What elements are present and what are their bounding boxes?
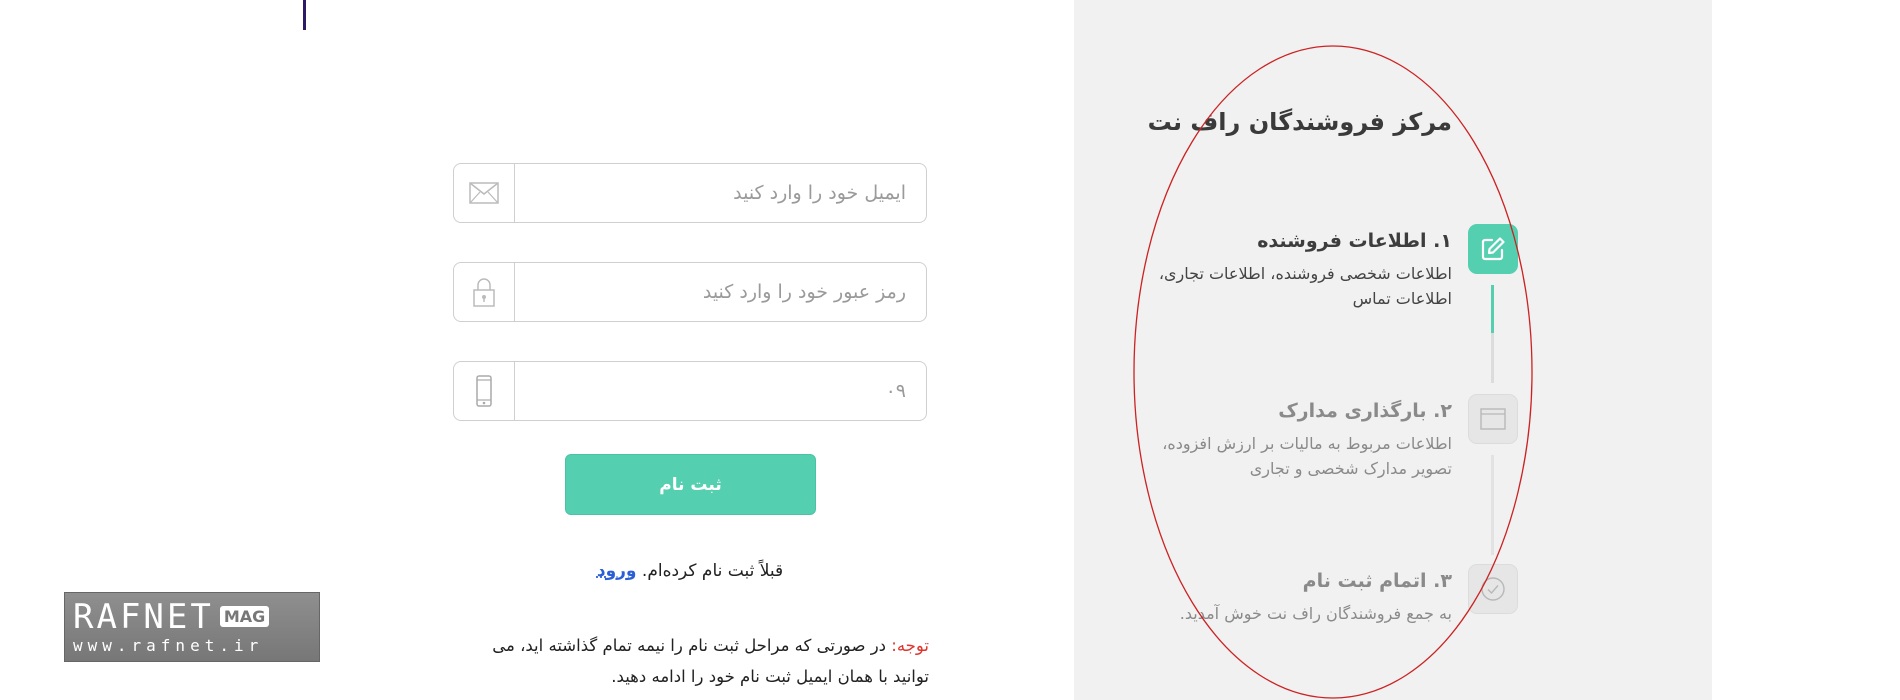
note-label: توجه: [891,636,929,655]
step-description: به جمع فروشندگان راف نت خوش آمدید. [1179,604,1452,623]
rafnet-watermark-logo [64,592,320,662]
edit-icon [1468,224,1518,274]
step-complete-registration [1152,570,1452,626]
step-title: ۳. اتمام ثبت نام [1302,570,1452,592]
register-button[interactable]: ثبت نام [565,454,816,515]
note-text: در صورتی که مراحل ثبت نام را نیمه تمام گذاشته اید، می توانید با همان ایمیل ثبت نام خود را ادامه دهید. [492,636,929,686]
mobile-input[interactable] [515,362,926,420]
panel-title: مرکز فروشندگان راف نت [1147,108,1452,136]
watermark-badge: MAG [220,606,269,627]
login-link[interactable]: ورود [596,561,637,581]
step-title: ۱. اطلاعات فروشنده [1257,230,1452,252]
lock-icon [454,263,515,321]
password-input[interactable] [515,263,926,321]
watermark-url: www.rafnet.ir [73,635,264,655]
check-circle-icon [1468,564,1518,614]
step-seller-info [1152,230,1452,311]
mobile-phone-icon [454,362,515,420]
step-connector [1491,455,1494,555]
step-connector [1491,333,1494,383]
email-field[interactable] [453,163,927,223]
registration-note [453,630,929,692]
watermark-brand: RAFNET [73,596,214,637]
top-accent-bar [303,0,306,30]
step-description: اطلاعات مربوط به مالیات بر ارزش افزوده، تصویر مدارک شخصی و تجاری [1162,434,1452,478]
step-description: اطلاعات شخصی فروشنده، اطلاعات تجاری، اطلاعات تماس [1158,264,1452,308]
step-connector-active [1491,285,1494,333]
step-title: ۲. بارگذاری مدارک [1278,400,1452,422]
seller-steps-panel [1074,0,1712,700]
password-field[interactable] [453,262,927,322]
login-prompt [453,561,927,581]
email-input[interactable] [515,164,926,222]
document-icon [1468,394,1518,444]
mobile-field[interactable] [453,361,927,421]
envelope-icon [454,164,515,222]
step-upload-documents [1152,400,1452,481]
login-prompt-text: قبلاً ثبت نام کرده‌ام. [641,561,784,581]
